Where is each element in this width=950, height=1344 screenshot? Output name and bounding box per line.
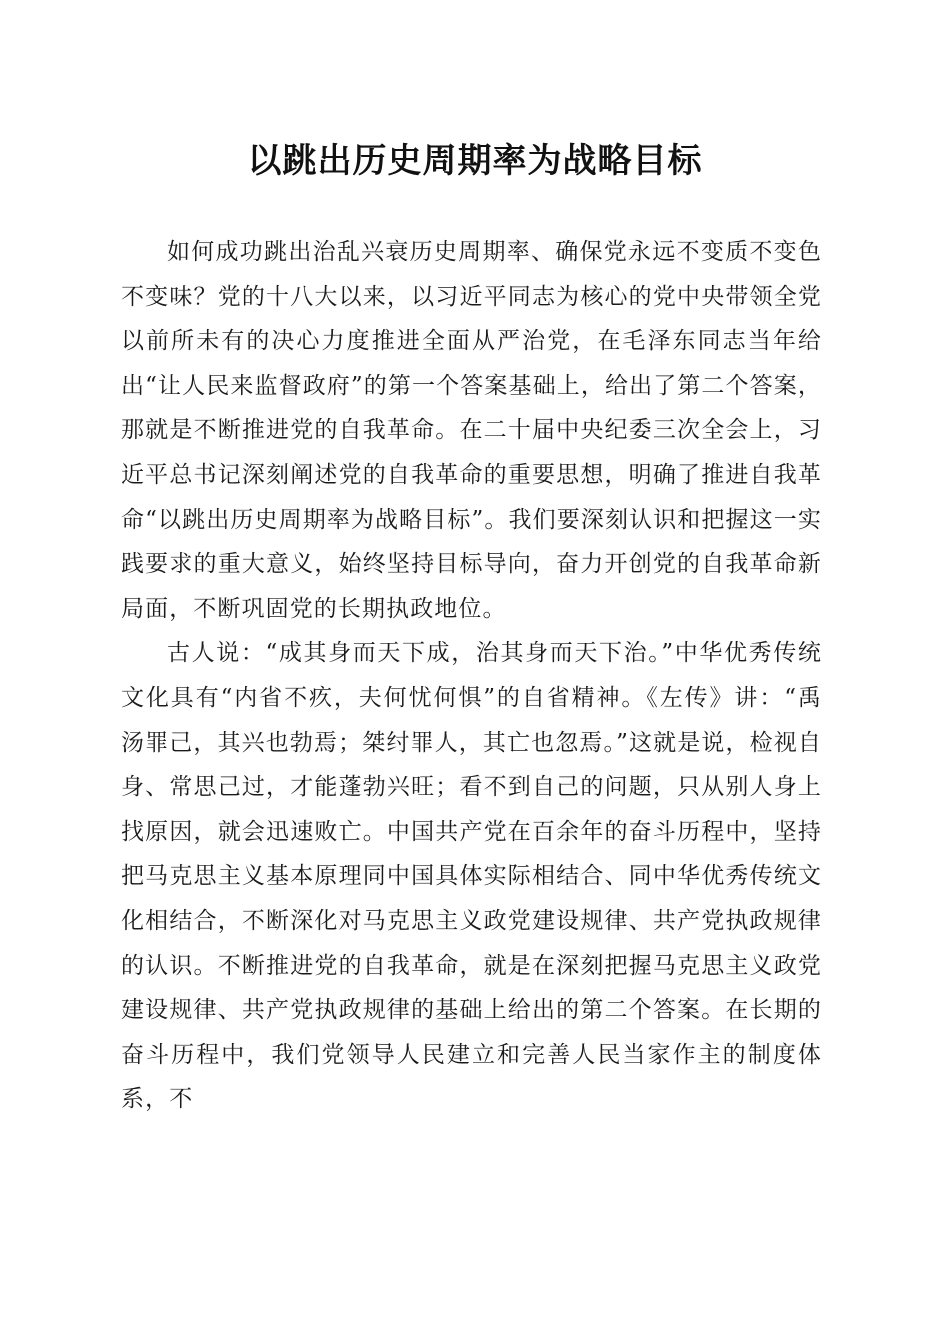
paragraph-1: 如何成功跳出治乱兴衰历史周期率、确保党永远不变质不变色不变味？党的十八大以来，以习近平同志为核心的党中央带领全党以前所未有的决心力度推进全面从严治党，在毛泽东同志当年给出“让人民来监督政府”的第一个答案基础上，给出了第二个答案，那就是不断推进党的自我革命。在二十届中央纪委三次全会上，习近平总书记深刻阐述党的自我革命的重要思想，明确了推进自我革命“以跳出历史周期率为战略目标”。我们要深刻认识和把握这一实践要求的重大意义，始终坚持目标导向，奋力开创党的自我革命新局面，不断巩固党的长期执政地位。 (121, 239, 822, 622)
page-title: 以跳出历史周期率为战略目标 (247, 141, 703, 181)
paragraph-2: 古人说：“成其身而天下成，治其身而天下治。”中华优秀传统文化具有“内省不疚，夫何忧何惧”的自省精神。《左传》讲：“禹汤罪己，其兴也勃焉；桀纣罪人，其亡也忽焉。”这就是说，检视自身、常思己过，才能蓬勃兴旺；看不到自己的问题，只从别人身上找原因，就会迅速败亡。中国共产党在百余年的奋斗历程中，坚持把马克思主义基本原理同中国具体实际相结合、同中华优秀传统文化相结合，不断深化对马克思主义政党建设规律、共产党执政规律的认识。不断推进党的自我革命，就是在深刻把握马克思主义政党建设规律、共产党执政规律的基础上给出的第二个答案。在长期的奋斗历程中，我们党领导人民建立和完善人民当家作主的制度体系，不 (121, 640, 822, 1113)
article-body (121, 230, 822, 1122)
